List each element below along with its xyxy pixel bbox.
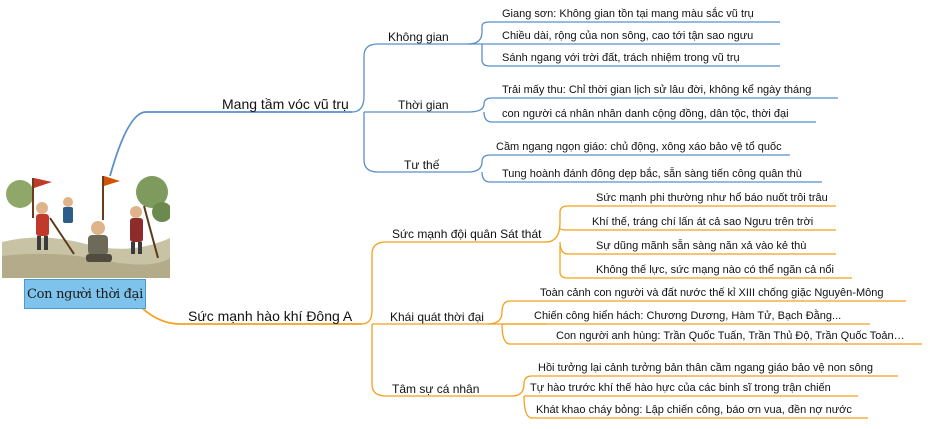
leaf-label: Con người anh hùng: Trần Quốc Tuấn, Trần Thủ Độ, Trần Quốc Toản… xyxy=(556,330,905,342)
leaf-label: Hồi tưởng lại cảnh tưởng bản thân cầm ngang giáo bảo vệ non sông xyxy=(538,362,873,374)
leaf-label: con người cá nhân nhân danh cộng đồng, dân tộc, thời đại xyxy=(502,108,789,120)
sub-branch-label: Tâm sự cá nhân xyxy=(392,382,480,396)
leaf-label: Sức mạnh phi thường như hổ báo nuốt trôi trâu xyxy=(596,192,828,204)
leaf-label: Sự dũng mãnh sẵn sàng năn xả vào kẻ thù xyxy=(596,240,807,252)
sub-branch-label: Tư thế xyxy=(404,158,440,172)
root-node xyxy=(24,279,146,309)
leaf-label: Khí thế, tráng chí lấn át cả sao Ngưu trên trời xyxy=(592,216,814,228)
branch-label: Mang tầm vóc vũ trụ xyxy=(222,96,349,112)
sub-branch-label: Thời gian xyxy=(398,98,449,112)
branch-label: Sức mạnh hào khí Đông A xyxy=(188,308,353,324)
leaf-label: Giang sơn: Không gian tồn tại mang màu sắc vũ trụ xyxy=(502,8,754,20)
leaf-label: Khát khao cháy bỏng: Lập chiến công, báo ơn vua, đền nợ nước xyxy=(536,404,852,416)
sub-branch-label: Sức mạnh đội quân Sát thát xyxy=(392,227,542,241)
root-label: Con người thời đại xyxy=(26,286,143,302)
leaf-label: Chiều dài, rộng của non sông, cao tới tận sao ngưu xyxy=(502,30,754,42)
leaf-label: Toàn cảnh con người và đất nước thế kỉ XIII chống giặc Nguyên-Mông xyxy=(540,287,884,299)
leaf-label: Chiến công hiển hách: Chương Dương, Hàm Tử, Bạch Đằng... xyxy=(534,310,842,322)
leaf-label: Cầm ngang ngọn giáo: chủ động, xông xáo bảo vệ tổ quốc xyxy=(496,141,782,153)
sub-branch-label: Khái quát thời đại xyxy=(390,310,484,324)
leaf-label: Tự hào trước khí thế hào hực của các binh sĩ trong trận chiến xyxy=(530,382,831,394)
leaf-label: Sánh ngang với trời đất, trách nhiệm trong vũ trụ xyxy=(502,52,740,64)
connector-root-branch1 xyxy=(110,112,352,176)
leaf-label: Trải mấy thu: Chỉ thời gian lịch sử lâu đời, không kể ngày tháng xyxy=(502,84,812,96)
leaf-label: Tung hoành đánh đông dẹp bắc, sẵn sàng tiến công quân thù xyxy=(502,168,802,180)
leaf-label: Không thế lực, sức mạng nào có thể ngăn cả nổi xyxy=(596,264,834,276)
sub-branch-label: Không gian xyxy=(388,30,449,44)
